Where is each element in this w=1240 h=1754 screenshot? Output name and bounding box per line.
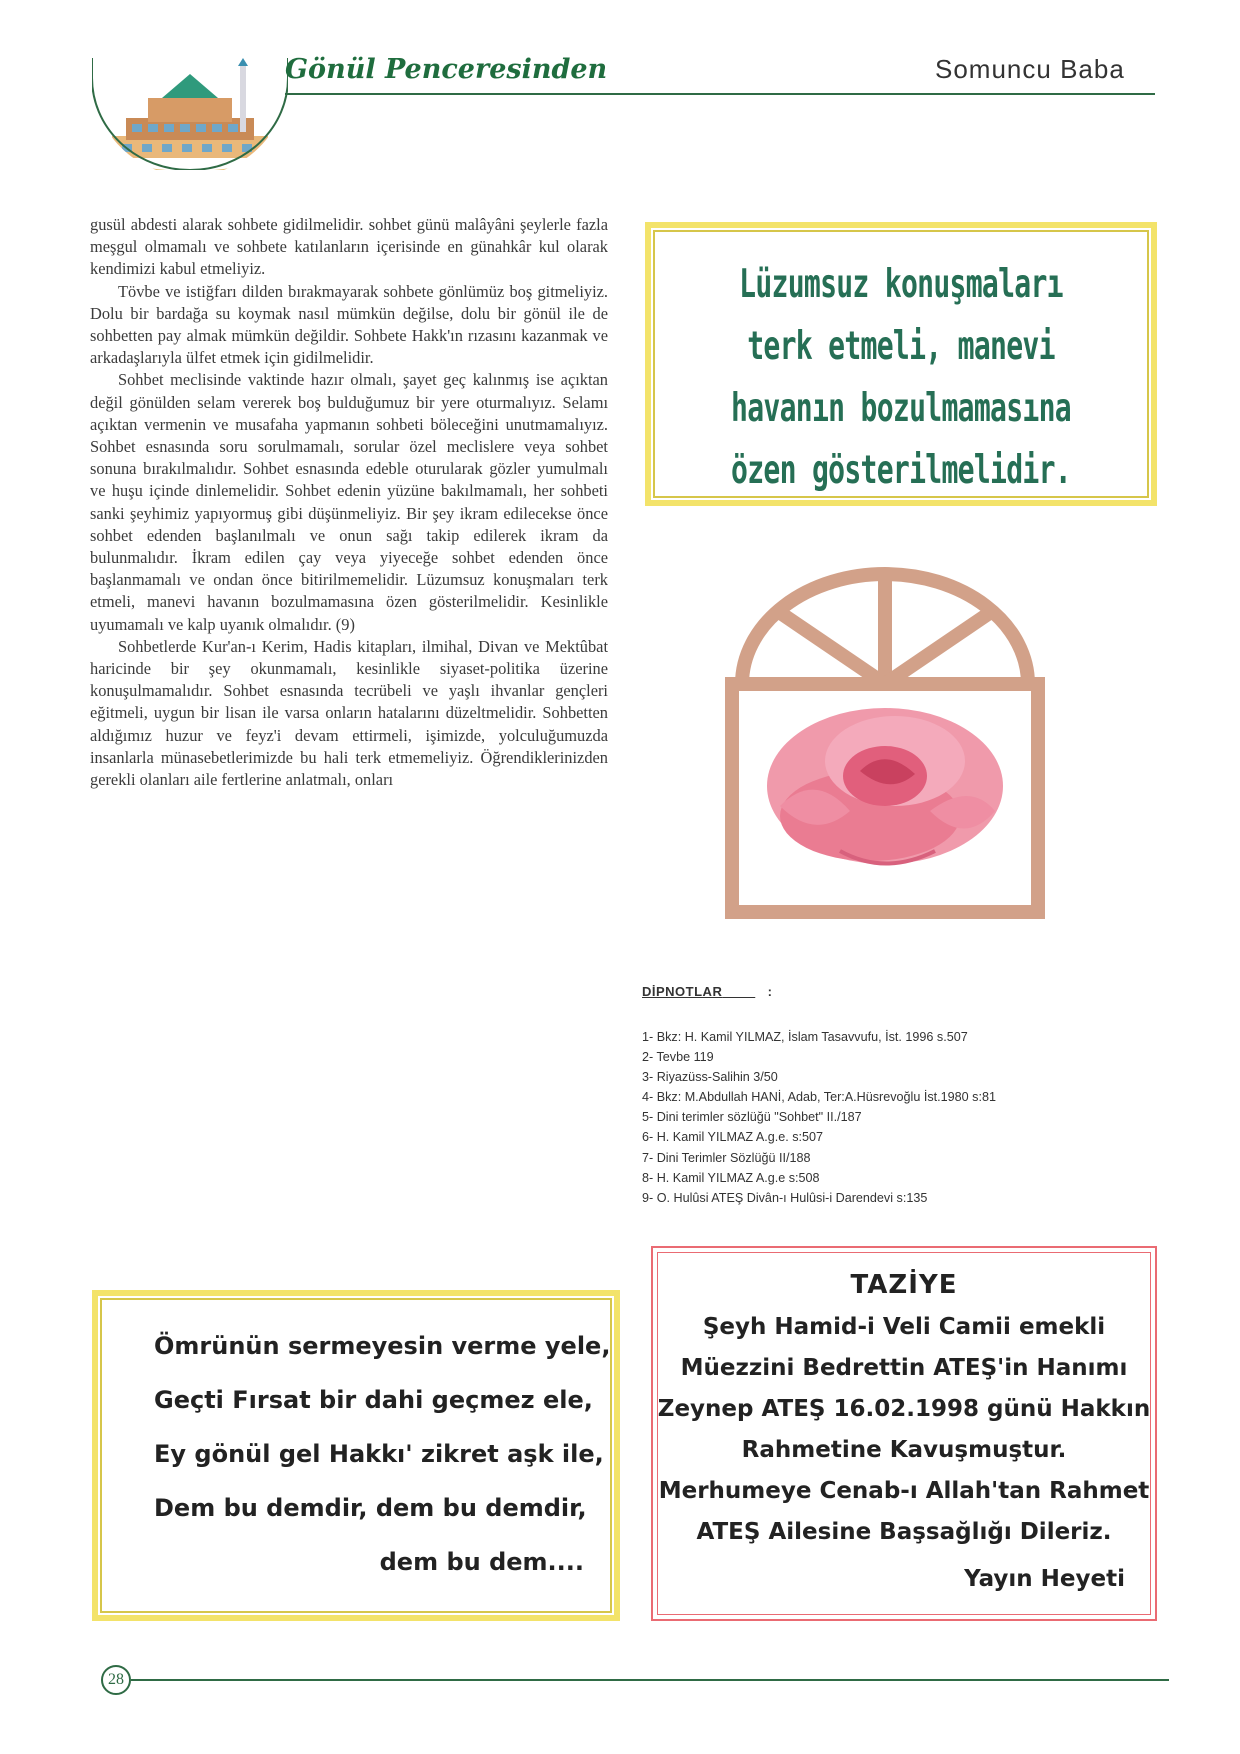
poem-line: Geçti Fırsat bir dahi geçmez ele, [154,1386,593,1414]
footnote-item: 2- Tevbe 119 [642,1050,714,1065]
footnotes-title [642,984,772,999]
poem-box [92,1290,620,1621]
footnote-item: 5- Dini terimler sözlüğü "Sohbet" II./187 [642,1110,862,1125]
condolence-line: Zeynep ATEŞ 16.02.1998 günü Hakkın [657,1396,1151,1422]
magazine-name: Somuncu Baba [935,54,1125,84]
condolence-title: TAZİYE [850,1270,958,1300]
condolence-box [651,1246,1157,1621]
rose-window-illustration [720,566,1050,920]
footnote-item: 9- O. Hulûsi ATEŞ Divân-ı Hulûsi-i Darendevi s:135 [642,1190,928,1205]
mosque-logo-icon [92,58,288,170]
condolence-line: Müezzini Bedrettin ATEŞ'in Hanımı [680,1355,1128,1381]
poem-line: Dem bu demdir, dem bu demdir, [154,1494,587,1522]
rose-icon [767,708,1003,864]
footnote-item: 8- H. Kamil YILMAZ A.g.e s:508 [642,1170,820,1185]
condolence-line: Rahmetine Kavuşmuştur. [741,1437,1067,1463]
footnotes-list [642,1027,1162,1208]
poem-line: Ey gönül gel Hakkı' zikret aşk ile, [154,1440,604,1468]
condolence-signature: Yayın Heyeti [964,1566,1125,1592]
paragraph: Sohbetlerde Kur'an-ı Kerim, Hadis kitapları, ilmihal, Divan ve Mektûbat haricinde bir şey okunmamalı, kesinlikle siyaset-politika üzerine konuşulmamalıdır. Sohbet esnasında tecrübeli ve yaşlı ihvanlar gençleri eğitmeli, uygun bir lisan ile varsa onların hatalarını düzeltmelidir. Sohbetten aldığımız huzur ve feyz'i devam ettirmeli, işimizde, yolculuğumuzda insanlarla münasebetlerimizde bu hali terk etmemeliyiz. Öğrendiklerinizden gerekli olanları aile fertlerine anlatmalı, onları [90,636,608,790]
footer-divider [131,1679,1169,1681]
condolence-line: Merhumeye Cenab-ı Allah'tan Rahmet [658,1478,1150,1504]
footnote-item: 7- Dini Terimler Sözlüğü II/188 [642,1150,811,1165]
footnote-item: 4- Bkz: M.Abdullah HANİ, Adab, Ter:A.Hüsrevoğlu İst.1980 s:81 [642,1090,996,1105]
condolence-line: Şeyh Hamid-i Veli Camii emekli [702,1314,1106,1340]
poem-line: dem bu dem.... [379,1548,584,1576]
footnote-item: 1- Bkz: H. Kamil YILMAZ, İslam Tasavvufu, İst. 1996 s.507 [642,1030,968,1044]
paragraph: gusül abdesti alarak sohbete gidilmelidir. sohbet günü malâyâni şeylerle fazla meşgul olmamalı ve sohbete katılanların içerisinde en günahkâr kul olarak kendimizi kabul etmeliyiz. [90,215,608,279]
page-number: 28 [101,1665,131,1695]
section-title: Gönül Penceresinden [285,54,608,85]
paragraph: Tövbe ve istiğfarı dilden bırakmayarak sohbete gönlümüz boş gitmeliyiz. Dolu bir bardağa su koymak nasıl mümkün değilse, dolu bir gönül ile de sohbetten pay almak mümkün değildir. Sohbete Hakk'ın rızasını kazanmak ve arkadaşlarıyla ülfet etmek için gidilmelidir. [90,281,608,368]
pull-quote: Lüzumsuz konuşmaları terk etmeli, manevi havanın bozulmamasına özen gösterilmelidir. [731,262,1071,493]
footnote-item: 6- H. Kamil YILMAZ A.g.e. s:507 [642,1130,824,1145]
article-body [90,214,608,791]
condolence-line: ATEŞ Ailesine Başsağlığı Dileriz. [696,1519,1112,1545]
pull-quote-box [645,222,1157,506]
footnotes-heading: DİPNOTLAR [642,984,723,999]
footnotes-colon: : [767,984,773,999]
footnote-item: 3- Riyazüss-Salihin 3/50 [642,1070,778,1085]
header-divider [285,93,1155,95]
poem-line: Ömrünün sermeyesin verme yele, [154,1332,611,1360]
paragraph: Sohbet meclisinde vaktinde hazır olmalı, şayet geç kalınmış ise açıktan değil gönülden selam vererek boş bulduğumuz bir yere oturmalıyız. Selamı açıktan vermenin ve musafaha yapmanın sohbeti böleceğini unutmamalıyız. Sohbet esnasında soru sorulmamalı, sorular özel meclislere veya sohbet sonuna bırakılmalıdır. Sohbet esnasında edeble oturularak gözler yumulmalı ve huşu içinde dinlemelidir. Sohbet edenin yüzüne bakılmamalı, her sohbeti sanki şeyhimiz yapıyormuş gibi düşünmeliyiz. Bir şey ikram edilecekse önce sohbet edenden başlanılmalı ve onun sağı takip edilerek ikram da bulunmalıdır. İkram edilen çay veya yiyeceğe sohbet edenden önce başlanmamalı ve ondan önce bitirilmemelidir. Lüzumsuz konuşmaları terk etmeli, manevi havanın bozulmamasına özen gösterilmelidir. Kesinlikle uyumamalı ve kalp uyanık olmalıdır. (9) [90,370,608,634]
